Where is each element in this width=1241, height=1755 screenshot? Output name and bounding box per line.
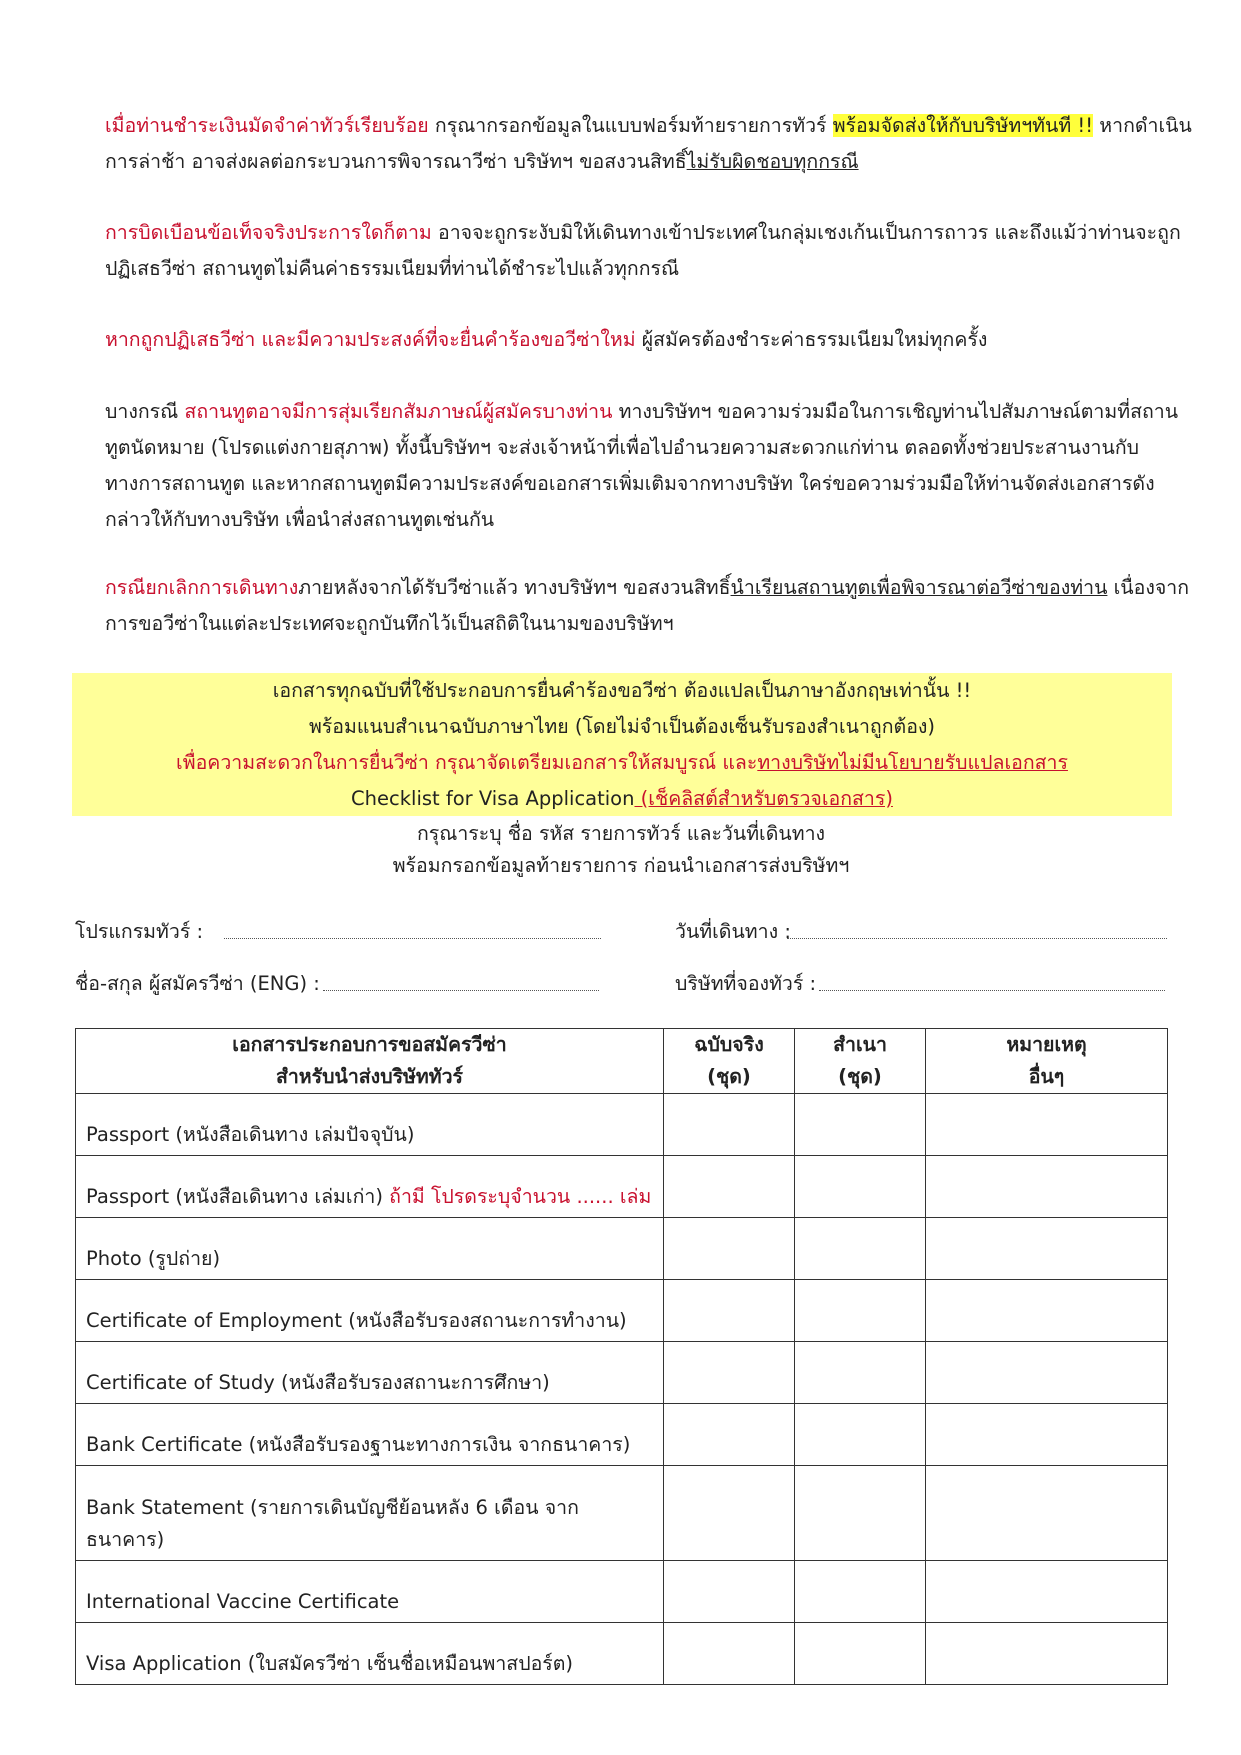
cancellation-text-b: เนื่องจากการขอวีซ่าในแต่ละประเทศจะถูกบันทึกไว้เป็นสถิติในนามของบริษัทฯ <box>105 576 1190 635</box>
instruction-line-2: พร้อมกรอกข้อมูลท้ายรายการ ก่อนนำเอกสารส่งบริษัทฯ <box>392 854 850 877</box>
table-row <box>76 1156 1168 1218</box>
paragraph-deposit <box>75 108 1197 180</box>
program-label: โปรแกรมทัวร์ : <box>75 920 204 943</box>
field-row-1 <box>75 916 1167 952</box>
row-label <box>76 1156 664 1218</box>
original-count-cell[interactable] <box>664 1280 795 1342</box>
notice-line-3 <box>72 745 1172 781</box>
remark-cell[interactable] <box>926 1156 1168 1218</box>
table-header-row <box>76 1029 1168 1094</box>
paragraph-interview <box>75 394 1197 538</box>
refusal-red-text: หากถูกปฏิเสธวีซ่า และมีความประสงค์ที่จะยื่นคำร้องขอวีซ่าใหม่ <box>105 328 636 351</box>
remark-cell[interactable] <box>926 1280 1168 1342</box>
cancellation-underline: นำเรียนสถานทูตเพื่อพิจารณาต่อวีซ่าของท่าน <box>730 576 1108 599</box>
header-remark-line-1: หมายเหตุ <box>1006 1033 1087 1056</box>
row-label-text: Passport (หนังสือเดินทาง เล่มเก่า) <box>86 1185 390 1208</box>
header-documents-line-1: เอกสารประกอบการขอสมัครวีซ่า <box>232 1033 507 1056</box>
original-count-cell[interactable] <box>664 1156 795 1218</box>
copy-count-cell[interactable] <box>795 1094 926 1156</box>
copy-count-cell[interactable] <box>795 1466 926 1561</box>
header-documents <box>76 1029 664 1094</box>
falsification-text: อาจจะถูกระงับมิให้เดินทางเข้าประเทศในกลุ่มเชงเก้นเป็นการถาวร และถึงแม้ว่าท่านจะถูกปฏิเสธวีซ่า สถานทูตไม่คืนค่าธรรมเนียมที่ท่านได้ชำระไปแล้วทุกกรณี <box>105 221 1181 280</box>
row-label: Photo (รูปถ่าย) <box>76 1218 664 1280</box>
visa-checklist-table <box>75 1028 1168 1685</box>
original-count-cell[interactable] <box>664 1404 795 1466</box>
company-input[interactable] <box>819 990 1165 991</box>
table-row <box>76 1623 1168 1685</box>
row-label-red-note: ถ้ามี โปรดระบุจำนวน ...... เล่ม <box>389 1185 652 1208</box>
deposit-text-b: หากดำเนินการล่าช้า อาจส่งผลต่อกระบวนการพิจารณาวีซ่า บริษัทฯ ขอสงวนสิทธิ์ <box>105 114 1192 173</box>
copy-count-cell[interactable] <box>795 1623 926 1685</box>
company-label: บริษัทที่จองทัวร์ : <box>675 972 817 995</box>
original-count-cell[interactable] <box>664 1342 795 1404</box>
date-label: วันที่เดินทาง : <box>675 920 791 943</box>
notice-line-4 <box>72 781 1172 817</box>
remark-cell[interactable] <box>926 1218 1168 1280</box>
paragraph-cancellation <box>75 570 1197 642</box>
deposit-underline: ไม่รับผิดชอบทุกกรณี <box>686 150 859 173</box>
remark-cell[interactable] <box>926 1404 1168 1466</box>
copy-count-cell[interactable] <box>795 1218 926 1280</box>
original-count-cell[interactable] <box>664 1561 795 1623</box>
table-row <box>76 1094 1168 1156</box>
notice-line-2: พร้อมแนบสำเนาฉบับภาษาไทย (โดยไม่จำเป็นต้องเซ็นรับรองสำเนาถูกต้อง) <box>308 715 936 738</box>
copy-count-cell[interactable] <box>795 1404 926 1466</box>
field-row-2 <box>75 968 1167 1004</box>
remark-cell[interactable] <box>926 1094 1168 1156</box>
cancellation-text-a: ภายหลังจากได้รับวีซ่าแล้ว ทางบริษัทฯ ขอสงวนสิทธิ์ <box>298 576 731 599</box>
table-row <box>76 1218 1168 1280</box>
applicant-name-label: ชื่อ-สกุล ผู้สมัครวีซ่า (ENG) : <box>75 972 320 995</box>
program-input[interactable] <box>224 938 601 939</box>
notice-line-3-text: เพื่อความสะดวกในการยื่นวีซ่า กรุณาจัดเตรียมเอกสารให้สมบูรณ์ และ <box>176 751 758 774</box>
header-remark <box>926 1029 1168 1094</box>
falsification-red-text: การบิดเบือนข้อเท็จจริงประการใดก็ตาม <box>105 221 432 244</box>
remark-cell[interactable] <box>926 1561 1168 1623</box>
date-input[interactable] <box>787 938 1167 939</box>
row-label: Certificate of Employment (หนังสือรับรองสถานะการทำงาน) <box>76 1280 664 1342</box>
header-copy-line-2: (ชุด) <box>838 1065 882 1088</box>
original-count-cell[interactable] <box>664 1218 795 1280</box>
instruction-line-1: กรุณาระบุ ชื่อ รหัส รายการทัวร์ และวันที่เดินทาง <box>416 822 826 845</box>
paragraph-refusal <box>75 322 1197 358</box>
remark-cell[interactable] <box>926 1623 1168 1685</box>
copy-count-cell[interactable] <box>795 1156 926 1218</box>
interview-red-text: สถานทูตอาจมีการสุ่มเรียกสัมภาษณ์ผู้สมัครบางท่าน <box>184 400 613 423</box>
applicant-name-input[interactable] <box>323 990 599 991</box>
checklist-title: Checklist for Visa Application <box>351 787 635 810</box>
header-copy <box>795 1029 926 1094</box>
table-row <box>76 1404 1168 1466</box>
interview-text-a: บางกรณี <box>105 400 185 423</box>
table-row <box>76 1280 1168 1342</box>
remark-cell[interactable] <box>926 1342 1168 1404</box>
copy-count-cell[interactable] <box>795 1280 926 1342</box>
original-count-cell[interactable] <box>664 1623 795 1685</box>
paragraph-falsification <box>75 215 1197 287</box>
table-row <box>76 1561 1168 1623</box>
interview-text-b: ทางบริษัทฯ ขอความร่วมมือในการเชิญท่านไปสัมภาษณ์ตามที่สถานทูตนัดหมาย (โปรดแต่งกายสุภาพ) ทั้งนี้บริษัทฯ จะส่งเจ้าหน้าที่เพื่อไปอำนวยความสะดวกแก่ท่าน ตลอดทั้งช่วยประสานงานกับทางการสถานทูต และหากสถานทูตมีความประสงค์ขอเอกสารเพิ่มเติมจากทางบริษัท ใคร่ขอความร่วมมือให้ท่านจัดส่งเอกสารดังกล่าวให้กับทางบริษัท เพื่อนำส่งสถานทูตเช่นกัน <box>105 400 1179 531</box>
deposit-text-a: กรุณากรอกข้อมูลในแบบฟอร์มท้ายรายการทัวร์ <box>428 114 833 137</box>
header-remark-line-2: อื่นๆ <box>1028 1065 1065 1088</box>
row-label: International Vaccine Certificate <box>76 1561 664 1623</box>
header-original-line-2: (ชุด) <box>707 1065 751 1088</box>
header-original <box>664 1029 795 1094</box>
remark-cell[interactable] <box>926 1466 1168 1561</box>
checklist-title-thai: (เช็คลิสต์สำหรับตรวจเอกสาร) <box>634 787 893 810</box>
copy-count-cell[interactable] <box>795 1342 926 1404</box>
notice-line-3-underline: ทางบริษัทไม่มีนโยบายรับแปลเอกสาร <box>757 751 1068 774</box>
row-label: Bank Statement (รายการเดินบัญชีย้อนหลัง 6 เดือน จากธนาคาร) <box>76 1466 664 1561</box>
header-documents-line-2: สำหรับนำส่งบริษัททัวร์ <box>275 1065 464 1088</box>
row-label: Passport (หนังสือเดินทาง เล่มปัจจุบัน) <box>76 1094 664 1156</box>
row-label: Bank Certificate (หนังสือรับรองฐานะทางการเงิน จากธนาคาร) <box>76 1404 664 1466</box>
row-label: Certificate of Study (หนังสือรับรองสถานะการศึกษา) <box>76 1342 664 1404</box>
table-row <box>76 1466 1168 1561</box>
header-copy-line-1: สำเนา <box>833 1033 887 1056</box>
refusal-text: ผู้สมัครต้องชำระค่าธรรมเนียมใหม่ทุกครั้ง <box>635 328 988 351</box>
row-label: Visa Application (ใบสมัครวีซ่า เซ็นชื่อเหมือนพาสปอร์ต) <box>76 1623 664 1685</box>
header-original-line-1: ฉบับจริง <box>694 1033 764 1056</box>
notice-line-1: เอกสารทุกฉบับที่ใช้ประกอบการยื่นคำร้องขอวีซ่า ต้องแปลเป็นภาษาอังกฤษเท่านั้น !! <box>272 679 972 702</box>
cancellation-red-text: กรณียกเลิกการเดินทาง <box>105 576 299 599</box>
deposit-highlight: พร้อมจัดส่งให้กับบริษัทฯทันที !! <box>832 114 1094 137</box>
table-row <box>76 1342 1168 1404</box>
deposit-red-text: เมื่อท่านชำระเงินมัดจำค่าทัวร์เรียบร้อย <box>105 114 429 137</box>
original-count-cell[interactable] <box>664 1094 795 1156</box>
original-count-cell[interactable] <box>664 1466 795 1561</box>
translation-notice-box <box>72 673 1172 816</box>
copy-count-cell[interactable] <box>795 1561 926 1623</box>
